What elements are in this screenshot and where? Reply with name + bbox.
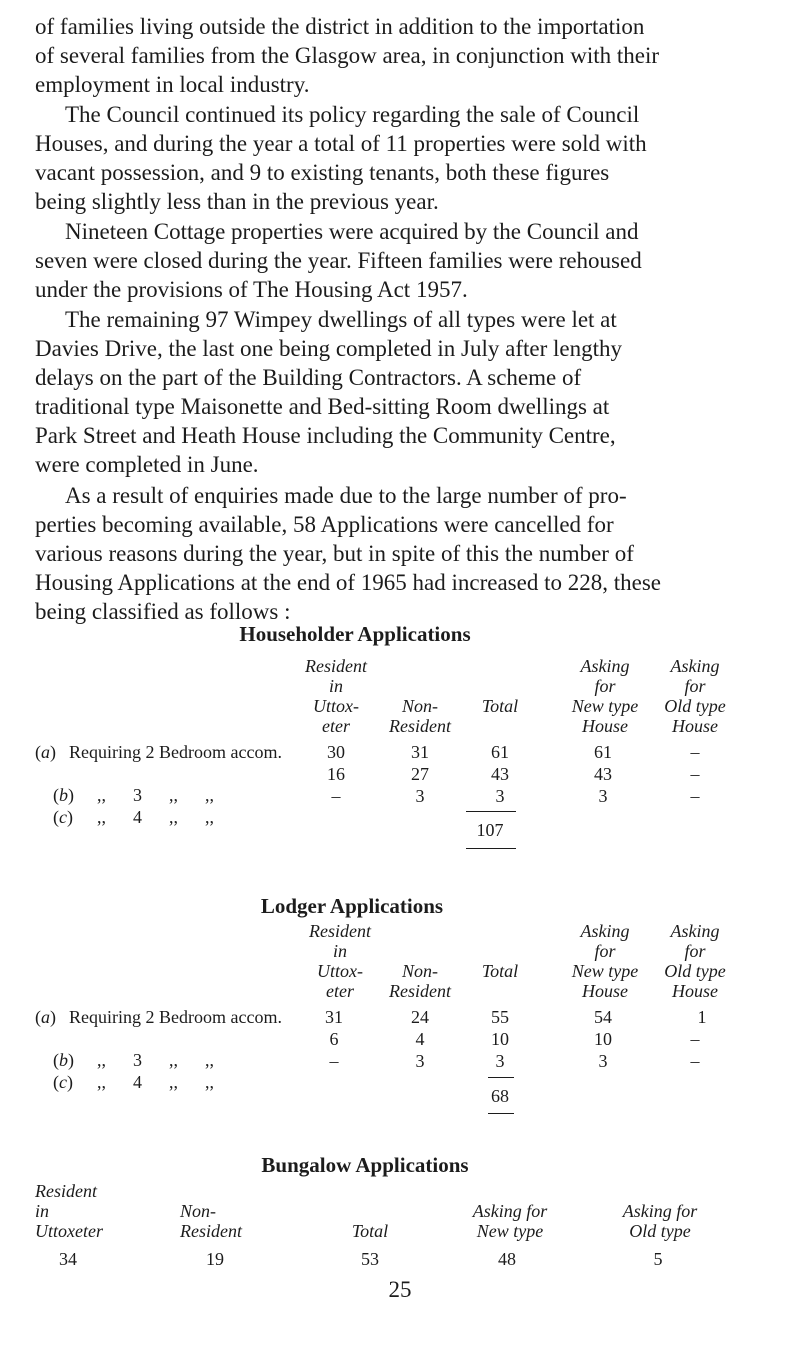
header-text: for — [684, 941, 706, 961]
header-text: for — [684, 676, 706, 696]
householder-header-total — [465, 696, 535, 716]
row-letter: c — [59, 807, 67, 827]
lodger-cell: – — [329, 1051, 339, 1071]
lodger-header-asking-old — [650, 921, 740, 1001]
householder-cell: – — [690, 764, 700, 784]
lodger-heading: Lodger Applications — [260, 894, 444, 918]
householder-header-resident — [296, 656, 376, 736]
row-letter: a — [41, 742, 50, 762]
row-letter: a — [41, 1007, 50, 1027]
header-text: Uttox- — [317, 961, 363, 981]
householder-cell: 3 — [495, 786, 505, 806]
text-line: delays on the part of the Building Contractors. A scheme of — [35, 365, 582, 390]
bungalow-heading: Bungalow Applications — [261, 1153, 469, 1177]
lodger-header-asking-new — [560, 921, 650, 1001]
header-text: Resident — [305, 656, 367, 676]
lodger-cell: 4 — [415, 1029, 425, 1049]
header-text: in — [332, 941, 347, 961]
lodger-cell: 10 — [491, 1029, 509, 1049]
lodger-cell: 3 — [415, 1051, 425, 1071]
header-text: New type — [476, 1221, 544, 1241]
bungalow-header-asking-old — [600, 1201, 720, 1241]
text-line: Davies Drive, the last one being completed in July after lengthy — [35, 336, 622, 361]
lodger-cell: 55 — [491, 1007, 509, 1027]
header-text: New type — [571, 961, 639, 981]
text-line: Park Street and Heath House including the Community Centre, — [35, 423, 616, 448]
householder-cell: – — [690, 786, 700, 806]
text-line: were completed in June. — [35, 452, 259, 477]
paragraph-3 — [35, 217, 767, 304]
header-text: Asking for — [472, 1201, 548, 1221]
lodger-row-label: (c) ,, 4 ,, ,, — [53, 1072, 214, 1092]
header-text: New type — [571, 696, 639, 716]
bungalow-header-total — [335, 1221, 405, 1241]
householder-heading: Householder Applications — [239, 622, 471, 646]
bungalow-header-resident — [35, 1181, 125, 1241]
header-text: Asking — [580, 656, 630, 676]
header-text: Resident — [180, 1221, 242, 1241]
header-text: Non- — [180, 1201, 216, 1221]
householder-row-label: (b) ,, 3 ,, ,, — [53, 785, 214, 805]
lodger-cell: 1 — [697, 1007, 707, 1027]
bungalow-cell: 53 — [361, 1249, 379, 1269]
header-text: Resident — [389, 716, 451, 736]
householder-cell: 43 — [491, 764, 509, 784]
householder-cell: 3 — [598, 786, 608, 806]
header-text: Old type — [629, 1221, 691, 1241]
row-label-text: ,, 3 ,, ,, — [97, 785, 214, 805]
householder-row-label: (c) ,, 4 ,, ,, — [53, 807, 214, 827]
header-text: Asking — [670, 921, 720, 941]
text-line: As a result of enquiries made due to the large number of pro- — [65, 483, 627, 508]
header-text: in — [328, 676, 343, 696]
text-line: perties becoming available, 58 Applications were cancelled for — [35, 512, 614, 537]
lodger-cell: 54 — [594, 1007, 612, 1027]
total-rule — [488, 1113, 514, 1114]
row-label-text: Requiring 2 Bedroom accom. — [69, 742, 282, 762]
row-letter: b — [59, 1050, 68, 1070]
header-text: Total — [351, 1221, 389, 1241]
header-text: in — [35, 1201, 50, 1221]
header-text: for — [594, 676, 616, 696]
row-label-text: ,, 4 ,, ,, — [97, 1072, 214, 1092]
paragraph-2 — [35, 100, 767, 216]
bungalow-header-asking-new — [450, 1201, 570, 1241]
householder-header-asking-old — [650, 656, 740, 736]
header-text: Total — [481, 961, 519, 981]
bungalow-cell: 34 — [59, 1249, 77, 1269]
householder-cell: – — [690, 742, 700, 762]
householder-row-label: (a) Requiring 2 Bedroom accom. — [35, 742, 282, 762]
householder-header-non-resident — [375, 696, 465, 736]
page-number: 25 — [388, 1277, 412, 1302]
header-text: Resident — [35, 1181, 97, 1201]
text-line: under the provisions of The Housing Act 1957. — [35, 277, 468, 302]
lodger-row-label: (a) Requiring 2 Bedroom accom. — [35, 1007, 282, 1027]
lodger-row-label: (b) ,, 3 ,, ,, — [53, 1050, 214, 1070]
header-text: Asking — [580, 921, 630, 941]
header-text: House — [672, 716, 718, 736]
paragraph-1 — [35, 12, 767, 99]
header-text: Old type — [664, 696, 726, 716]
header-text: Uttoxeter — [35, 1221, 103, 1241]
householder-cell: 27 — [411, 764, 429, 784]
text-line: seven were closed during the year. Fifteen families were rehoused — [35, 248, 642, 273]
text-line: of families living outside the district in addition to the importation — [35, 14, 645, 39]
text-line: being slightly less than in the previous year. — [35, 189, 439, 214]
lodger-cell: 6 — [329, 1029, 339, 1049]
header-text: for — [594, 941, 616, 961]
header-text: Resident — [389, 981, 451, 1001]
householder-cell: 61 — [491, 742, 509, 762]
bungalow-cell: 19 — [206, 1249, 224, 1269]
bungalow-header-non-resident — [180, 1201, 270, 1241]
paragraph-5 — [35, 481, 767, 626]
text-line: being classified as follows : — [35, 599, 291, 624]
householder-cell: 43 — [594, 764, 612, 784]
text-line: Housing Applications at the end of 1965 had increased to 228, these — [35, 570, 661, 595]
lodger-cell: 3 — [598, 1051, 608, 1071]
householder-cell: 30 — [327, 742, 345, 762]
lodger-header-total — [465, 961, 535, 981]
lodger-header-non-resident — [375, 961, 465, 1001]
total-rule — [466, 811, 516, 812]
header-text: House — [582, 716, 628, 736]
householder-cell: 3 — [415, 786, 425, 806]
header-text: eter — [326, 981, 354, 1001]
bungalow-cell: 5 — [653, 1249, 663, 1269]
row-letter: c — [59, 1072, 67, 1092]
total-rule — [466, 848, 516, 849]
text-line: Houses, and during the year a total of 11 properties were sold with — [35, 131, 647, 156]
text-line: of several families from the Glasgow area, in conjunction with their — [35, 43, 659, 68]
row-label-text: ,, 4 ,, ,, — [97, 807, 214, 827]
paragraph-4 — [35, 305, 767, 479]
header-text: House — [672, 981, 718, 1001]
lodger-header-resident — [300, 921, 380, 1001]
header-text: Old type — [664, 961, 726, 981]
header-text: Non- — [402, 696, 438, 716]
lodger-grand-total: 68 — [491, 1086, 509, 1106]
row-label-text: Requiring 2 Bedroom accom. — [69, 1007, 282, 1027]
header-text: Asking — [670, 656, 720, 676]
header-text: Resident — [309, 921, 371, 941]
lodger-cell: 24 — [411, 1007, 429, 1027]
lodger-cell: 31 — [325, 1007, 343, 1027]
header-text: eter — [322, 716, 350, 736]
text-line: traditional type Maisonette and Bed-sitting Room dwellings at — [35, 394, 610, 419]
text-line: employment in local industry. — [35, 72, 310, 97]
row-label-text: ,, 3 ,, ,, — [97, 1050, 214, 1070]
householder-cell: 16 — [327, 764, 345, 784]
text-line: The remaining 97 Wimpey dwellings of all types were let at — [65, 307, 617, 332]
bungalow-cell: 48 — [498, 1249, 516, 1269]
lodger-cell: – — [690, 1029, 700, 1049]
lodger-cell: 3 — [495, 1051, 505, 1071]
row-letter: b — [59, 785, 68, 805]
text-line: vacant possession, and 9 to existing tenants, both these figures — [35, 160, 610, 185]
header-text: House — [582, 981, 628, 1001]
householder-grand-total: 107 — [476, 820, 504, 840]
householder-cell: 61 — [594, 742, 612, 762]
header-text: Non- — [402, 961, 438, 981]
text-line: various reasons during the year, but in spite of this the number of — [35, 541, 634, 566]
householder-cell: 31 — [411, 742, 429, 762]
householder-header-asking-new — [560, 656, 650, 736]
header-text: Asking for — [622, 1201, 698, 1221]
lodger-cell: – — [690, 1051, 700, 1071]
text-line: The Council continued its policy regarding the sale of Council — [65, 102, 640, 127]
header-text: Total — [481, 696, 519, 716]
text-line: Nineteen Cottage properties were acquired by the Council and — [65, 219, 639, 244]
header-text: Uttox- — [313, 696, 359, 716]
total-rule — [488, 1077, 514, 1078]
lodger-cell: 10 — [594, 1029, 612, 1049]
householder-cell: – — [331, 786, 341, 806]
